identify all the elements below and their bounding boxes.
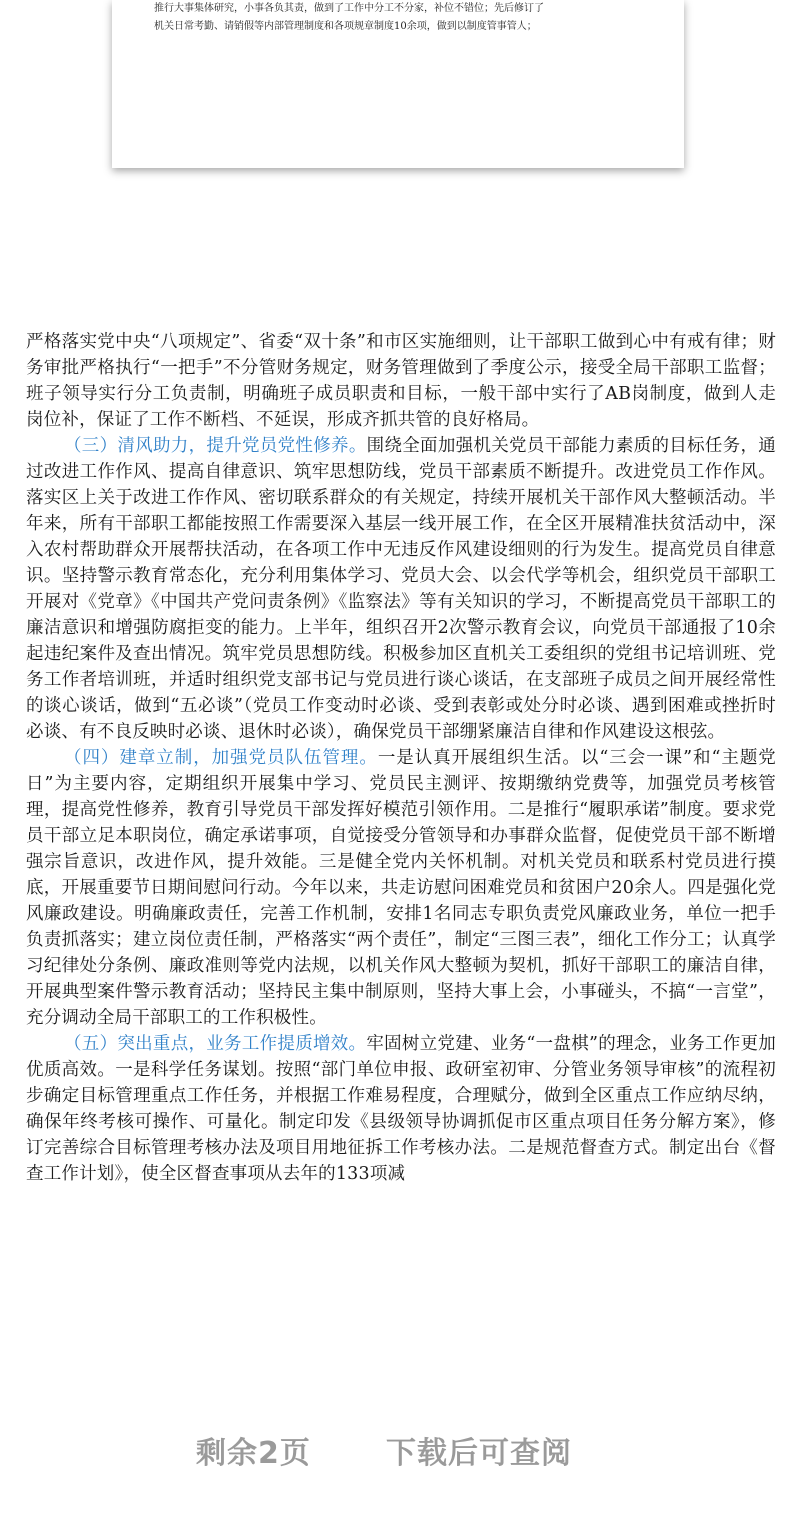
paragraph-2-text: 围绕全面加强机关党员干部能力素质的目标任务，通过改进工作作风、提高自律意识、筑牢思想防线，党员干部素质不断提升。改进党员工作作风。落实区上关于改进工作作风、密切联系群众的有关规定，持续开展机关干部作风大整顿活动。半年来，所有干部职工都能按照工作需要深入基层一线开展工作，在全区开展精准扶贫活动中，深入农村帮助群众开展帮扶活动，在各项工作中无违反作风建设细则的行为发生。提高党员自律意识。坚持警示教育常态化，充分利用集体学习、党员大会、以会代学等机会，组织党员干部职工开展对《党章》《中国共产党问责条例》《监察法》等有关知识的学习，不断提高党员干部职工的廉洁意识和增强防腐拒变的能力。上半年，组织召开2次警示教育会议，向党员干部通报了10余起违纪案件及查出情况。筑牢党员思想防线。积极参加区直机关工委组织的党组书记培训班、党务工作者培训班，并适时组织党支部书记与党员进行谈心谈话，在支部班子成员之间开展经常性的谈心谈话，做到“五必谈”（党员工作变动时必谈、受到表彰或处分时必谈、遇到困难或挫折时必谈、有不良反映时必谈、退休时必谈），确保党员干部绷紧廉洁自律和作风建设这根弦。 — [26, 436, 776, 742]
paragraph-4 — [26, 1031, 776, 1187]
document-body — [26, 329, 776, 1187]
preview-page-text — [154, 0, 654, 36]
preview-line-2: 机关日常考勤、请销假等内部管理制度和各项规章制度10余项，做到以制度管事管人； — [154, 21, 537, 32]
paragraph-4-text: 牢固树立党建、业务“一盘棋”的理念，业务工作更加优质高效。一是科学任务谋划。按照“部门单位申报、政研室初审、分管业务领导审核”的流程初步确定目标管理重点工作任务，并根据工作难易程度，合理赋分，做到全区重点工作应纳尽纳，确保年终考核可操作、可量化。制定印发《县级领导协调抓促市区重点项目任务分解方案》，修订完善综合目标管理考核办法及项目用地征拆工作考核办法。二是规范督查方式。制定出台《督查工作计划》，使全区督查事项从去年的133项减 — [26, 1034, 776, 1184]
preview-line-1: 推行大事集体研究，小事各负其责，做到了工作中分工不分家，补位不错位；先后修订了 — [154, 3, 544, 14]
section-heading-5: （五）突出重点，业务工作提质增效。 — [64, 1034, 367, 1054]
section-heading-3: （三）清风助力，提升党员党性修养。 — [64, 436, 367, 456]
paragraph-1: 严格落实党中央“八项规定”、省委“双十条”和市区实施细则，让干部职工做到心中有戒有律；财务审批严格执行“一把手”不分管财务规定，财务管理做到了季度公示，接受全局干部职工监督；班子领导实行分工负责制，明确班子成员职责和目标，一般干部中实行了AB岗制度，做到人走岗位补，保证了工作不断档、不延误，形成齐抓共管的良好格局。 — [26, 332, 776, 430]
download-prompt-label[interactable]: 下载后可查阅 — [386, 1436, 572, 1471]
paragraph-3 — [26, 745, 776, 1031]
preview-page-card — [112, 0, 684, 168]
remaining-pages-label: 剩余2页 — [196, 1436, 311, 1471]
paragraph-2 — [26, 433, 776, 745]
paragraph-3-text: 一是认真开展组织生活。以“三会一课”和“主题党日”为主要内容，定期组织开展集中学习、党员民主测评、按期缴纳党费等，加强党员考核管理，提高党性修养，教育引导党员干部发挥好模范引领作用。二是推行“履职承诺”制度。要求党员干部立足本职岗位，确定承诺事项，自觉接受分管领导和办事群众监督，促使党员干部不断增强宗旨意识，改进作风，提升效能。三是健全党内关怀机制。对机关党员和联系村党员进行摸底，开展重要节日期间慰问行动。今年以来，共走访慰问困难党员和贫困户20余人。四是强化党风廉政建设。明确廉政责任，完善工作机制，安排1名同志专职负责党风廉政业务，单位一把手负责抓落实；建立岗位责任制，严格落实“两个责任”，制定“三图三表”，细化工作分工；认真学习纪律处分条例、廉政准则等党内法规，以机关作风大整顿为契机，抓好干部职工的廉洁自律，开展典型案件警示教育活动；坚持民主集中制原则，坚持大事上会，小事碰头，不搞“一言堂”，充分调动全局干部职工的工作积极性。 — [26, 748, 776, 1028]
section-heading-4: （四）建章立制，加强党员队伍管理。 — [64, 748, 378, 768]
download-footer[interactable] — [0, 1428, 800, 1528]
